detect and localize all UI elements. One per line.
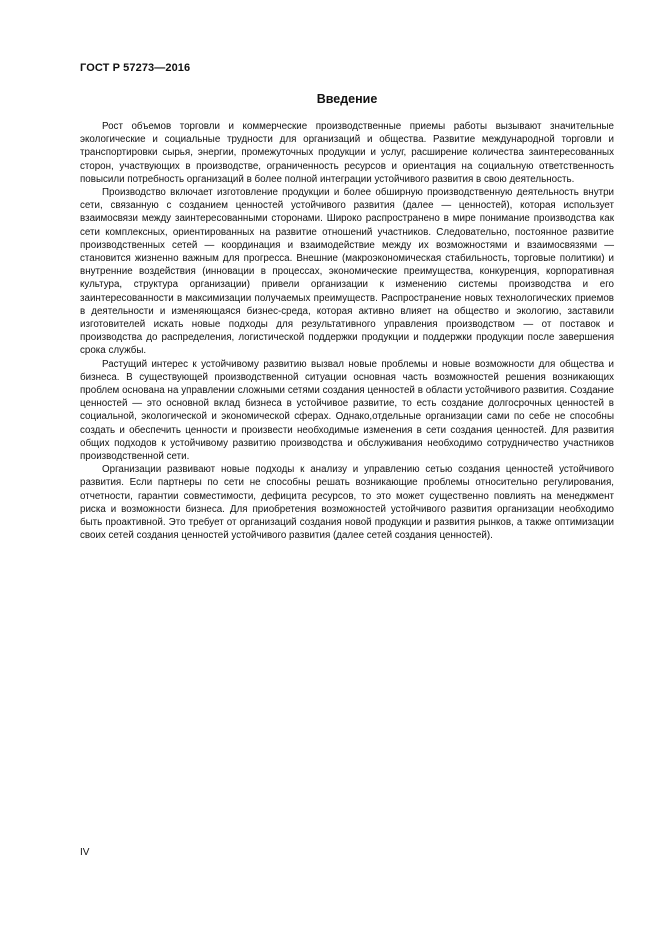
body-text xyxy=(80,120,614,543)
page-number: IV xyxy=(80,847,90,858)
section-title: Введение xyxy=(316,92,378,106)
paragraph-1: Рост объемов торговли и коммерческие производственные приемы работы вызывают значительные экологические и социальные трудности для организаций и общества. Развитие международной торговли и транспортировки сырья, энергии, промежуточных продукции и услуг, расширение количества заинтересованных сторон, участвующих в производстве, ограниченность ресурсов и ориентация на социальную ответственность повысили потребность организаций в более полной интеграции устойчивого развития в свою деятельность. xyxy=(80,121,614,185)
document-id: ГОСТ Р 57273—2016 xyxy=(80,62,191,74)
paragraph-2: Производство включает изготовление продукции и более обширную производственную деятельность внутри сети, связанную с созданием ценностей устойчивого развития (далее — ценностей), которая использует взаимосвязи между заинтересованными сторонами. Широко распространено в мире понимание производства как сети комплексных, ориентированных на развитие отношений участников. Следовательно, постоянное развитие производственных сетей — координация и взаимодействие между их возможностями и взаимосвязями — становится жизненно важным для прогресса. Внешние (макроэкономическая стабильность, торговые политики) и внутренние воздействия (инновации в процессах, экономические преимущества, конкуренция, корпоративная культура, структура организации) привели организации к изменению системы производства и его заинтересованности в максимизации получаемых преимуществ. Распространение новых технологических приемов в деятельности и изменяющаяся бизнес-среда, которая активно влияет на общество и экологию, заставили изготовителей искать новые подходы для результативного управления производством — от поставок и производства до распределения, логистической поддержки продукции и поддержки продукции после завершения срока службы. xyxy=(80,187,614,357)
paragraph-4: Организации развивают новые подходы к анализу и управлению сетью создания ценностей устойчивого развития. Если партнеры по сети не способны решать возникающие проблемы относительно регулирования, отчетности, гарантии совместимости, дефицита ресурсов, то это может существенно повлиять на менеджмент риска и возможности бизнеса. Для приобретения возможностей устойчивого развития организации необходимо быть проактивной. Это требует от организаций создания новой продукции и развития рынков, а также оптимизации своих сетей создания ценностей устойчивого развития (далее сетей создания ценностей). xyxy=(80,464,614,542)
paragraph-3: Растущий интерес к устойчивому развитию вызвал новые проблемы и новые возможности для общества и бизнеса. В существующей производственной ситуации основная часть возможностей решения возникающих проблем основана на управлении сложными сетями создания ценностей в области устойчивого развития. Создание ценностей — это основной вклад бизнеса в устойчивое развитие, то есть создание долгосрочных ценностей в социальной, экологической и экономической сферах. Однако,отдельные организации сами по себе не способны создать и обеспечить ценности и произвести необходимые изменения в сети создания ценностей. Для развития общих подходов к устойчивому развитию производства и обслуживания необходимо сотрудничество участников производственной сети. xyxy=(80,358,614,463)
